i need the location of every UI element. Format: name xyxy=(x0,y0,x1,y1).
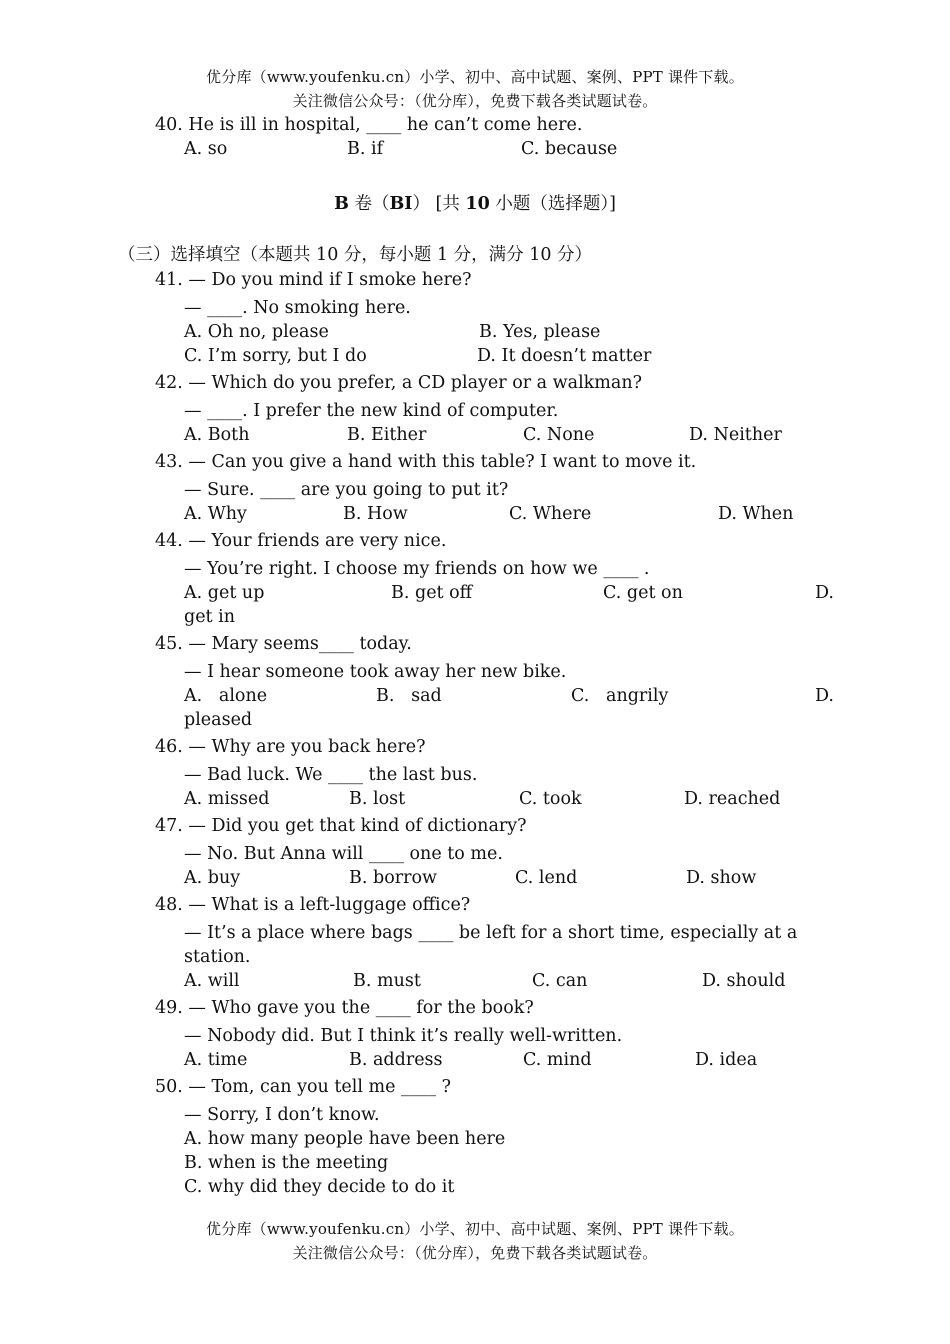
q49-option-d: D. idea xyxy=(695,1050,758,1070)
q45-option-d-text: pleased xyxy=(184,710,253,730)
section-b-title xyxy=(0,190,950,215)
q50-reply: — Sorry, I don’t know. xyxy=(184,1105,380,1125)
q44-option-a: A. get up xyxy=(184,583,265,603)
q46-option-a: A. missed xyxy=(184,789,270,809)
q43-option-a: A. Why xyxy=(184,504,247,524)
q46-stem: 46. — Why are you back here? xyxy=(155,737,426,757)
q48-option-a: A. will xyxy=(184,971,240,991)
q46-reply: — Bad luck. We ____ the last bus. xyxy=(184,765,478,785)
q48-option-d: D. should xyxy=(702,971,786,991)
q45-option-c: C. angrily xyxy=(571,686,669,706)
q44-option-d-text: get in xyxy=(184,607,236,627)
section-b-letter: B xyxy=(334,194,349,214)
q45-option-b: B. sad xyxy=(376,686,442,706)
q45-option-d-label: D. xyxy=(815,686,834,706)
q49-reply: — Nobody did. But I think it’s really well-written. xyxy=(184,1026,623,1046)
q50-option-a: A. how many people have been here xyxy=(184,1129,506,1149)
q48-reply-cont: station. xyxy=(184,947,251,967)
q42-option-d: D. Neither xyxy=(689,425,782,445)
q43-option-c: C. Where xyxy=(509,504,592,524)
q49-option-b: B. address xyxy=(349,1050,443,1070)
q50-option-b: B. when is the meeting xyxy=(184,1153,389,1173)
header-line-1: 优分库（www.youfenku.cn）小学、初中、高中试题、案例、PPT 课件下载。 xyxy=(206,68,744,86)
q47-option-d: D. show xyxy=(686,868,757,888)
q40-option-c: C. because xyxy=(521,139,618,159)
q47-option-b: B. borrow xyxy=(349,868,437,888)
q45-reply: — I hear someone took away her new bike. xyxy=(184,662,567,682)
q41-option-c: C. I’m sorry, but I do xyxy=(184,346,367,366)
section-b-end: 小题（选择题）] xyxy=(489,194,616,214)
q50-option-c: C. why did they decide to do it xyxy=(184,1177,455,1197)
q47-reply: — No. But Anna will ____ one to me. xyxy=(184,844,503,864)
q47-stem: 47. — Did you get that kind of dictionary? xyxy=(155,816,527,836)
section-b-num: 10 xyxy=(465,194,490,214)
footer-line-1: 优分库（www.youfenku.cn）小学、初中、高中试题、案例、PPT 课件下载。 xyxy=(206,1220,744,1238)
q46-option-c: C. took xyxy=(519,789,582,809)
header-line-2: 关注微信公众号：（优分库），免费下载各类试题试卷。 xyxy=(292,92,658,110)
q41-reply: — ____. No smoking here. xyxy=(184,298,411,318)
section-b-after: ） [共 xyxy=(412,194,466,214)
q42-option-a: A. Both xyxy=(184,425,250,445)
q40-stem: 40. He is ill in hospital, ____ he can’t come here. xyxy=(155,115,583,135)
q41-option-b: B. Yes, please xyxy=(479,322,601,342)
q44-option-d-label: D. xyxy=(815,583,834,603)
q43-option-d: D. When xyxy=(718,504,794,524)
q48-stem: 48. — What is a left-luggage office? xyxy=(155,895,471,915)
q44-stem: 44. — Your friends are very nice. xyxy=(155,531,447,551)
q44-option-c: C. get on xyxy=(603,583,683,603)
q40-option-b: B. if xyxy=(347,139,384,159)
q40-option-a: A. so xyxy=(184,139,228,159)
q42-option-b: B. Either xyxy=(347,425,427,445)
part3-heading: （三）选择填空（本题共 10 分，每小题 1 分，满分 10 分） xyxy=(118,245,593,265)
q50-stem: 50. — Tom, can you tell me ____ ? xyxy=(155,1077,451,1097)
q42-stem: 42. — Which do you prefer, a CD player or a walkman? xyxy=(155,373,642,393)
q49-option-a: A. time xyxy=(184,1050,248,1070)
q42-reply: — ____. I prefer the new kind of computer. xyxy=(184,401,559,421)
q43-reply: — Sure. ____ are you going to put it? xyxy=(184,480,509,500)
q46-option-b: B. lost xyxy=(349,789,406,809)
q48-option-c: C. can xyxy=(532,971,588,991)
q45-option-a: A. alone xyxy=(184,686,268,706)
q46-option-d: D. reached xyxy=(684,789,781,809)
q49-stem: 49. — Who gave you the ____ for the book? xyxy=(155,998,534,1018)
q43-option-b: B. How xyxy=(343,504,408,524)
q42-option-c: C. None xyxy=(523,425,595,445)
q49-option-c: C. mind xyxy=(523,1050,592,1070)
q47-option-c: C. lend xyxy=(515,868,578,888)
q47-option-a: A. buy xyxy=(184,868,241,888)
q48-option-b: B. must xyxy=(353,971,421,991)
q41-option-d: D. It doesn’t matter xyxy=(477,346,652,366)
q44-option-b: B. get off xyxy=(391,583,473,603)
q44-reply: — You’re right. I choose my friends on how we ____ . xyxy=(184,559,650,579)
q43-stem: 43. — Can you give a hand with this table? I want to move it. xyxy=(155,452,697,472)
q45-stem: 45. — Mary seems____ today. xyxy=(155,634,412,654)
footer-line-2: 关注微信公众号：（优分库），免费下载各类试题试卷。 xyxy=(292,1244,658,1262)
section-b-mid: 卷（ xyxy=(348,194,390,214)
q41-option-a: A. Oh no, please xyxy=(184,322,329,342)
q41-stem: 41. — Do you mind if I smoke here? xyxy=(155,270,472,290)
section-b-bi: BI xyxy=(389,194,413,214)
q48-reply: — It’s a place where bags ____ be left for a short time, especially at a xyxy=(184,923,798,943)
